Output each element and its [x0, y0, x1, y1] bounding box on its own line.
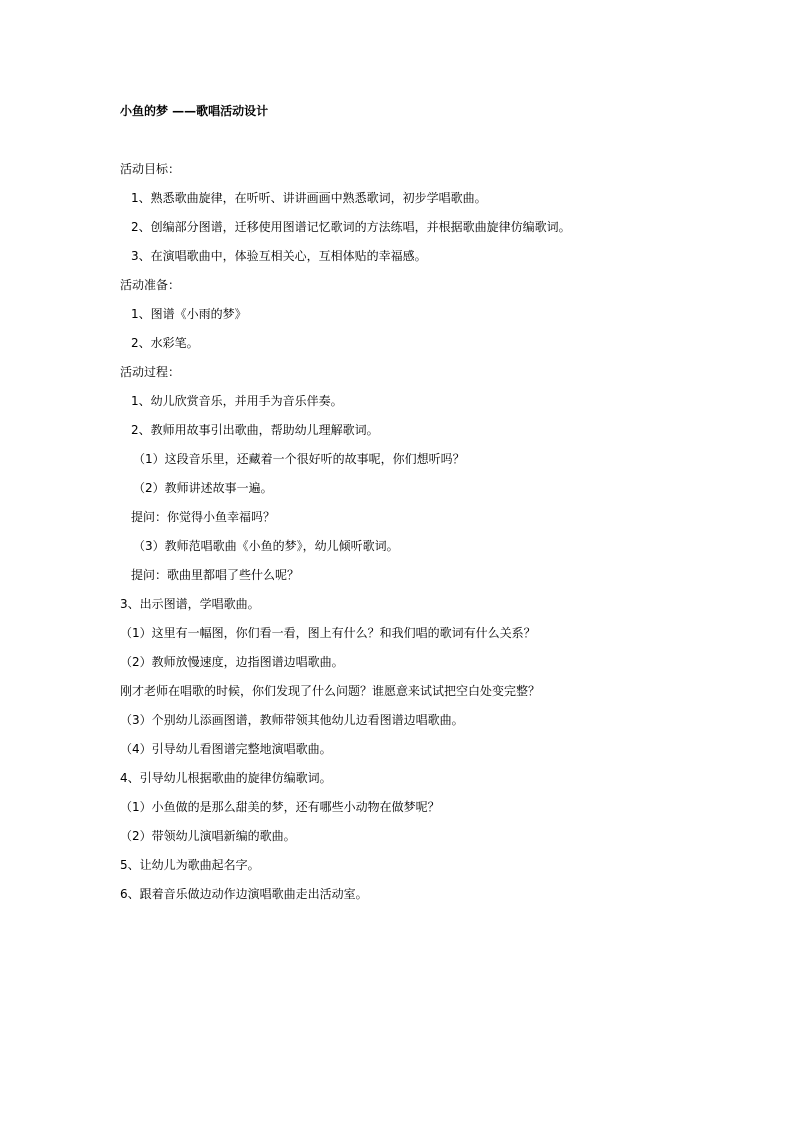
document-line: （2）带领幼儿演唱新编的歌曲。 [120, 829, 296, 843]
document-line: （3）教师范唱歌曲《小鱼的梦》，幼儿倾听歌词。 [133, 539, 399, 553]
document-line: 1、熟悉歌曲旋律，在听听、讲讲画画中熟悉歌词，初步学唱歌曲。 [131, 191, 487, 205]
document-line: 提问：你觉得小鱼幸福吗？ [131, 510, 276, 524]
document-line: 提问：歌曲里都唱了些什么呢？ [131, 568, 300, 582]
document-line: （4）引导幼儿看图谱完整地演唱歌曲。 [120, 742, 332, 756]
document-line: 4、引导幼儿根据歌曲的旋律仿编歌词。 [120, 771, 332, 785]
document-line: （3）个别幼儿添画图谱，教师带领其他幼儿边看图谱边唱歌曲。 [120, 713, 464, 727]
document-line: （2）教师放慢速度，边指图谱边唱歌曲。 [120, 655, 344, 669]
document-title: 小鱼的梦 ——歌唱活动设计 [120, 104, 269, 118]
document-line: 3、在演唱歌曲中，体验互相关心，互相体贴的幸福感。 [131, 249, 427, 263]
document-line: 5、让幼儿为歌曲起名字。 [120, 858, 260, 872]
document-line: 2、创编部分图谱，迁移使用图谱记忆歌词的方法练唱，并根据歌曲旋律仿编歌词。 [131, 220, 571, 234]
document-line: 刚才老师在唱歌的时候，你们发现了什么问题？谁愿意来试试把空白处变完整？ [120, 684, 541, 698]
document-line: （1）小鱼做的是那么甜美的梦，还有哪些小动物在做梦呢？ [120, 800, 440, 814]
document-line: 6、跟着音乐做边动作边演唱歌曲走出活动室。 [120, 887, 368, 901]
document-line: （1）这里有一幅图，你们看一看，图上有什么？和我们唱的歌词有什么关系？ [120, 626, 536, 640]
document-line: 活动目标： [120, 162, 181, 176]
document-line: 2、教师用故事引出歌曲，帮助幼儿理解歌词。 [131, 423, 379, 437]
document-line: （1）这段音乐里，还藏着一个很好听的故事呢，你们想听吗？ [133, 452, 465, 466]
document-line: 活动准备： [120, 278, 181, 292]
document-line: 2、水彩笔。 [131, 336, 199, 350]
document-body [0, 160, 793, 914]
document-line: 活动过程： [120, 365, 181, 379]
document-line: （2）教师讲述故事一遍。 [133, 481, 273, 495]
document-line: 1、幼儿欣赏音乐，并用手为音乐伴奏。 [131, 394, 343, 408]
document-line: 1、图谱《小雨的梦》 [131, 307, 247, 321]
document-line: 3、出示图谱，学唱歌曲。 [120, 597, 260, 611]
